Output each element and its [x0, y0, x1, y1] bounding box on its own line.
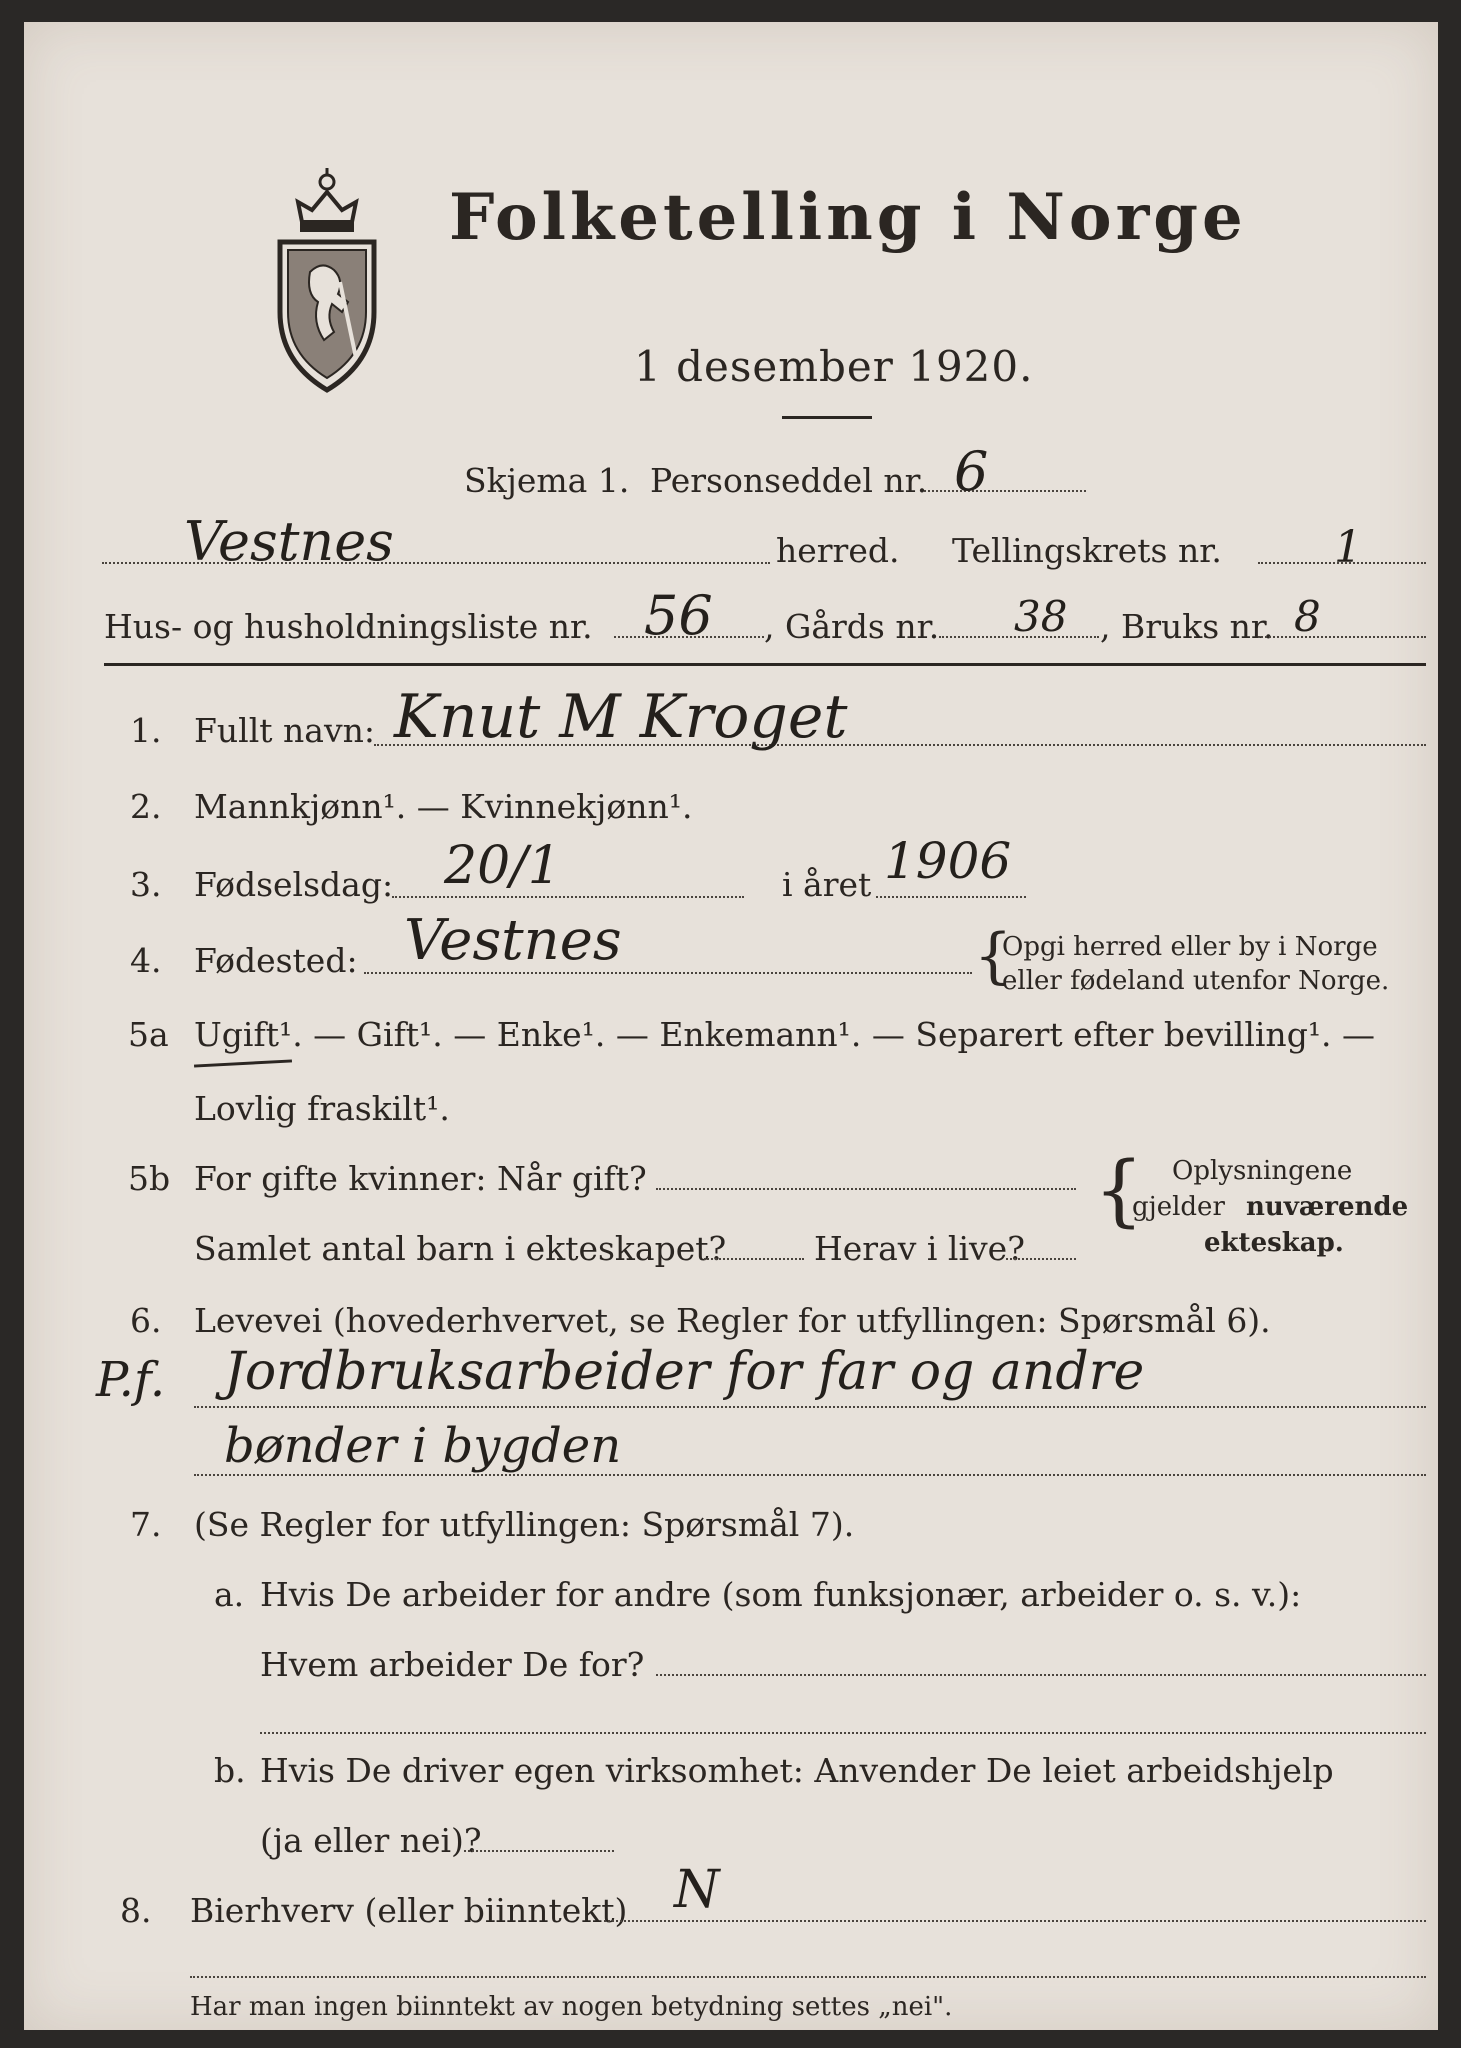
personseddel-label: Personseddel nr.: [650, 461, 928, 500]
q1-label: Fullt navn:: [194, 711, 375, 750]
gards-label: , Gårds nr.: [764, 607, 940, 646]
bruks-label: , Bruks nr.: [1100, 607, 1274, 646]
q6-line2: [194, 1474, 1426, 1476]
tellingskrets-value[interactable]: 1: [1334, 522, 1362, 573]
q5b-married-line: [656, 1188, 1076, 1190]
q5b-note-line2a: gjelder: [1132, 1192, 1225, 1222]
q7b-letter: b.: [214, 1751, 246, 1790]
q5b-alive-label: Herav i live?: [814, 1229, 1025, 1268]
q8-line1: [604, 1920, 1426, 1922]
q7a-label2: Hvem arbeider De for?: [260, 1645, 645, 1684]
tellingskrets-label: Tellingskrets nr.: [952, 531, 1222, 570]
q3-date-line: [392, 896, 744, 898]
q1-value[interactable]: Knut M Kroget: [394, 682, 848, 752]
q7-label: (Se Regler for utfyllingen: Spørsmål 7).: [194, 1505, 855, 1544]
q4-note-line1: Opgi herred eller by i Norge: [1002, 932, 1378, 962]
q5b-note-brace: {: [1094, 1146, 1144, 1236]
q3-label: Fødselsdag:: [194, 865, 394, 904]
personseddel-value[interactable]: 6: [954, 440, 989, 503]
census-form-page: [24, 22, 1438, 2030]
gards-value[interactable]: 38: [1014, 592, 1068, 641]
q4-label: Fødested:: [194, 941, 358, 980]
q3-year-label: i året: [782, 865, 872, 904]
footer-note: Har man ingen biinntekt av nogen betydning settes „nei".: [190, 1992, 953, 2022]
herred-label: herred.: [776, 531, 900, 570]
personseddel-line: [924, 490, 1086, 492]
q5b-children-line: [704, 1258, 804, 1260]
husholdningsliste-value[interactable]: 56: [644, 584, 713, 647]
q7-number: 7.: [130, 1505, 162, 1544]
q5b-number: 5b: [128, 1159, 171, 1198]
q5a-number: 5a: [128, 1015, 169, 1054]
q3-year-value[interactable]: 1906: [884, 832, 1012, 890]
q5b-children-label: Samlet antal barn i ekteskapet?: [194, 1229, 727, 1268]
q2-number: 2.: [130, 787, 162, 826]
herred-value[interactable]: Vestnes: [184, 510, 394, 573]
header-divider: [104, 663, 1426, 666]
q6-line1: [194, 1406, 1426, 1408]
q8-value[interactable]: N: [674, 1860, 720, 1920]
form-title: Folketelling i Norge: [449, 180, 1247, 255]
norway-coat-of-arms-icon: [272, 162, 382, 394]
q5a-ugift-underline: [194, 1059, 292, 1067]
q5b-note-line3: ekteskap.: [1204, 1228, 1344, 1258]
census-date: 1 desember 1920.: [634, 342, 1034, 391]
q7a-label: Hvis De arbeider for andre (som funksjonær, arbeider o. s. v.):: [260, 1575, 1302, 1614]
q8-number: 8.: [120, 1891, 152, 1930]
q3-year-line: [876, 896, 1026, 898]
q4-note-brace: {: [974, 921, 1013, 991]
q5b-note-line2b: nuværende: [1246, 1192, 1409, 1222]
q4-number: 4.: [130, 941, 162, 980]
q5b-alive-line: [1006, 1258, 1076, 1260]
q8-label: Bierhverv (eller biinntekt): [190, 1891, 628, 1930]
bruks-line: [1258, 636, 1426, 638]
q5a-options-cont: Lovlig fraskilt¹.: [194, 1089, 450, 1128]
q5a-options: Ugift¹. — Gift¹. — Enke¹. — Enkemann¹. — Separert efter bevilling¹. —: [194, 1015, 1376, 1054]
title-divider: [782, 416, 872, 419]
q8-line2: [190, 1976, 1426, 1978]
q1-number: 1.: [130, 711, 162, 750]
q7a-letter: a.: [214, 1575, 245, 1614]
q4-note-line2: eller fødeland utenfor Norge.: [1002, 966, 1390, 996]
q5b-label: For gifte kvinner: Når gift?: [194, 1159, 647, 1198]
q7b-label2: (ja eller nei)?: [260, 1821, 482, 1860]
q2-label: Mannkjønn¹. — Kvinnekjønn¹.: [194, 787, 693, 826]
q3-date-value[interactable]: 20/1: [444, 836, 561, 896]
bruks-value[interactable]: 8: [1294, 592, 1321, 641]
herred-line: [102, 562, 770, 564]
q7b-line: [464, 1850, 614, 1852]
q7a-line2: [260, 1732, 1426, 1734]
q6-label: Levevei (hovederhvervet, se Regler for utfyllingen: Spørsmål 6).: [194, 1301, 1271, 1340]
q6-value-line2[interactable]: bønder i bygden: [224, 1418, 622, 1474]
q4-value[interactable]: Vestnes: [404, 908, 622, 973]
q7a-line1: [656, 1674, 1426, 1676]
husholdningsliste-label: Hus- og husholdningsliste nr.: [104, 607, 593, 646]
q6-value-line1[interactable]: Jordbruksarbeider for far og andre: [224, 1342, 1145, 1402]
q6-margin-note: P.f.: [96, 1352, 166, 1408]
q6-number: 6.: [130, 1301, 162, 1340]
q3-number: 3.: [130, 865, 162, 904]
skjema-label: Skjema 1.: [464, 461, 630, 500]
q7b-label: Hvis De driver egen virksomhet: Anvender De leiet arbeidshjelp: [260, 1751, 1334, 1790]
q5b-note-line1: Oplysningene: [1172, 1156, 1353, 1186]
